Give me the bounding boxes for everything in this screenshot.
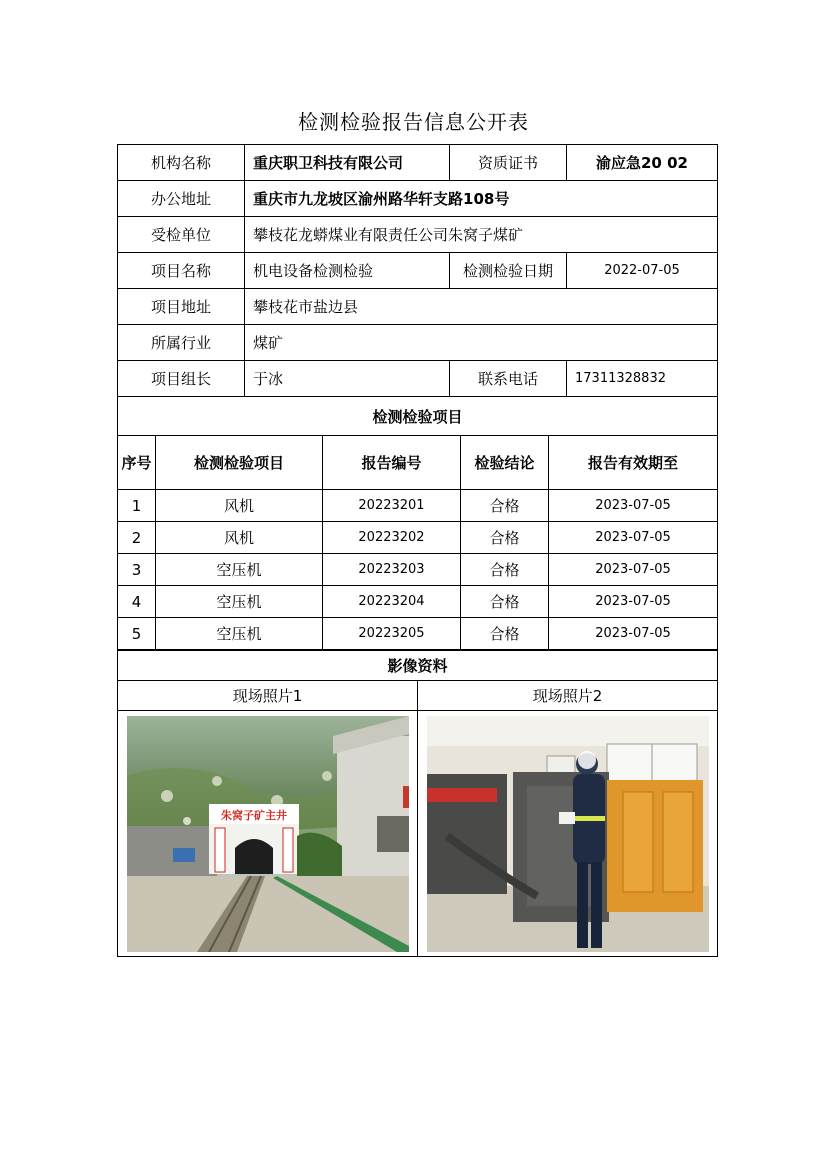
industry-label: 所属行业 [118,325,245,361]
row-result: 合格 [461,554,549,586]
address-value: 重庆市九龙坡区渝州路华轩支路108号 [245,181,718,217]
row-result: 合格 [461,618,549,650]
table-row [118,490,718,522]
photo2-label: 现场照片2 [418,681,718,711]
table-row [118,522,718,554]
row-item: 风机 [156,490,323,522]
row-no: 2 [118,522,156,554]
phone-label: 联系电话 [450,361,567,397]
project-name-value: 机电设备检测检验 [245,253,450,289]
photo1-cell [118,711,418,957]
row-report: 20223205 [323,618,461,650]
header-result: 检验结论 [461,436,549,490]
photo1-label: 现场照片1 [118,681,418,711]
header-report: 报告编号 [323,436,461,490]
project-address-value: 攀枝花市盐边县 [245,289,718,325]
header-no: 序号 [118,436,156,490]
items-section-title: 检测检验项目 [118,397,718,436]
row-valid: 2023-07-05 [549,554,718,586]
mine-sign-text: 朱窝子矿主井 [220,808,287,822]
inspection-date-value: 2022-07-05 [567,253,718,289]
table-row [118,554,718,586]
org-value: 重庆职卫科技有限公司 [245,145,450,181]
row-valid: 2023-07-05 [549,618,718,650]
project-name-label: 项目名称 [118,253,245,289]
compressor-photo [427,716,709,952]
phone-value: 17311328832 [567,361,718,397]
images-table [117,650,718,957]
mine-entrance-photo [127,716,409,952]
row-report: 20223202 [323,522,461,554]
row-no: 5 [118,618,156,650]
row-no: 3 [118,554,156,586]
row-report: 20223201 [323,490,461,522]
industry-value: 煤矿 [245,325,718,361]
row-no: 4 [118,586,156,618]
row-report: 20223203 [323,554,461,586]
row-item: 风机 [156,522,323,554]
row-item: 空压机 [156,554,323,586]
row-result: 合格 [461,522,549,554]
items-table [117,396,718,650]
cert-value: 渝应急20 02 [567,145,718,181]
header-item: 检测检验项目 [156,436,323,490]
row-valid: 2023-07-05 [549,490,718,522]
client-label: 受检单位 [118,217,245,253]
row-no: 1 [118,490,156,522]
leader-label: 项目组长 [118,361,245,397]
document-title: 检测检验报告信息公开表 [298,110,529,134]
info-table [117,144,718,397]
row-report: 20223204 [323,586,461,618]
header-valid: 报告有效期至 [549,436,718,490]
row-item: 空压机 [156,586,323,618]
row-result: 合格 [461,586,549,618]
client-value: 攀枝花龙蟒煤业有限责任公司朱窝子煤矿 [245,217,718,253]
table-row [118,586,718,618]
images-section-title: 影像资料 [118,651,718,681]
project-address-label: 项目地址 [118,289,245,325]
row-valid: 2023-07-05 [549,522,718,554]
address-label: 办公地址 [118,181,245,217]
row-result: 合格 [461,490,549,522]
org-label: 机构名称 [118,145,245,181]
row-item: 空压机 [156,618,323,650]
cert-label: 资质证书 [450,145,567,181]
inspection-date-label: 检测检验日期 [450,253,567,289]
leader-value: 于冰 [245,361,450,397]
table-row [118,618,718,650]
row-valid: 2023-07-05 [549,586,718,618]
photo2-cell [418,711,718,957]
